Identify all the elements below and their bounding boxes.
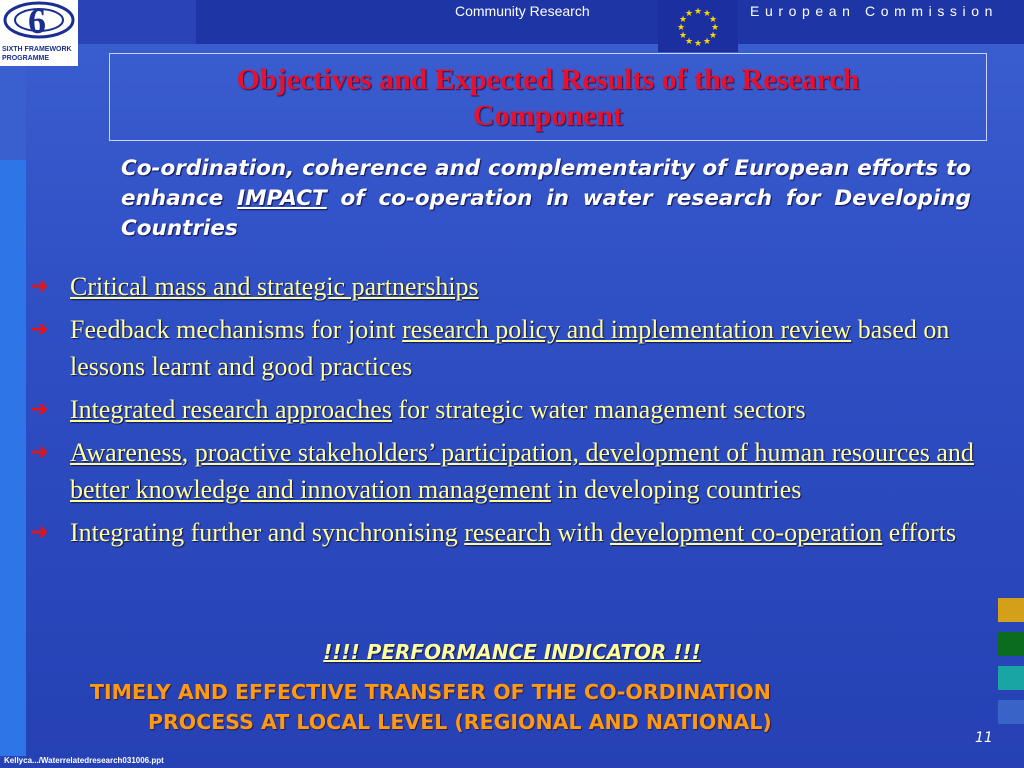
- bullet-4-text2: in developing countries: [550, 475, 802, 504]
- community-research-label: Community Research: [455, 3, 590, 19]
- bullet-2-underlined: research policy and implementation review: [402, 315, 852, 344]
- subtitle-part2: of co-operation in water research for Developing Countries: [121, 186, 971, 241]
- left-bar-top: [0, 66, 26, 160]
- fp6-logo: [0, 0, 78, 66]
- bullet-item-1: [30, 268, 1015, 305]
- bullet-2-text1: Feedback mechanisms for joint: [70, 315, 403, 344]
- svg-text:★: ★: [693, 39, 703, 49]
- decor-square-teal: [998, 666, 1024, 690]
- bullet-list: [30, 268, 1015, 557]
- subtitle-impact: IMPACT: [237, 186, 327, 211]
- bullet-item-2: [30, 311, 1015, 385]
- slide-title-line2: Component: [472, 99, 623, 132]
- arrow-icon: ➔: [30, 440, 49, 465]
- subtitle-part1: Co-ordination, coherence and complementarity of European efforts to enhance: [121, 156, 971, 211]
- eu-flag-icon: [658, 0, 738, 52]
- bullet-4-underlined2: proactive stakeholders’ participation, development of human resources and better knowledge and innovation management: [70, 438, 974, 504]
- bullet-item-5: [30, 514, 1015, 551]
- subtitle: [121, 154, 971, 244]
- title-box: [109, 53, 987, 141]
- bullet-5-underlined1: research: [464, 518, 551, 547]
- svg-text:★: ★: [684, 9, 694, 19]
- arrow-icon: ➔: [30, 274, 49, 299]
- bullet-1-underlined: Critical mass and strategic partnerships: [70, 272, 479, 301]
- footer-filename: Kellyca.../Waterrelatedresearch031006.ppt: [4, 756, 164, 765]
- decor-square-green: [998, 632, 1024, 656]
- bullet-item-3: [30, 391, 1015, 428]
- svg-text:★: ★: [678, 15, 688, 25]
- bullet-4-underlined1: Awareness: [70, 438, 182, 467]
- logo-text-line2: PROGRAMME: [2, 55, 50, 62]
- bullet-5-text3: efforts: [882, 518, 957, 547]
- arrow-icon: ➔: [30, 397, 49, 422]
- performance-indicator: !!!! PERFORMANCE INDICATOR !!!: [323, 640, 701, 664]
- timely-line2: PROCESS AT LOCAL LEVEL (REGIONAL AND NATIONAL): [148, 710, 772, 734]
- arrow-icon: ➔: [30, 317, 49, 342]
- european-commission-label: European Commission: [750, 3, 999, 19]
- svg-text:★: ★: [708, 15, 718, 25]
- svg-text:★: ★: [693, 7, 703, 17]
- svg-text:★: ★: [702, 9, 712, 19]
- bullet-item-4: [30, 434, 1015, 508]
- decor-square-blue: [998, 700, 1024, 724]
- slide-title-line1: Objectives and Expected Results of the Research: [236, 63, 860, 96]
- bullet-3-text1: for strategic water management sectors: [391, 395, 806, 424]
- arrow-icon: ➔: [30, 520, 49, 545]
- bullet-5-underlined2: development co-operation: [610, 518, 883, 547]
- bullet-5-text2: with: [550, 518, 611, 547]
- logo-text-line1: SIXTH FRAMEWORK: [2, 46, 72, 53]
- bullet-5-text1: Integrating further and synchronising: [70, 518, 465, 547]
- timely-statement: [90, 677, 970, 737]
- bullet-2-text2: based on lessons learnt and good practices: [70, 315, 950, 381]
- svg-text:6: 6: [28, 1, 46, 41]
- svg-text:★: ★: [678, 31, 688, 41]
- svg-text:★: ★: [684, 37, 694, 47]
- svg-text:★: ★: [708, 31, 718, 41]
- timely-line1: TIMELY AND EFFECTIVE TRANSFER OF THE CO-ORDINATION: [90, 680, 771, 704]
- bullet-4-text1: ,: [181, 438, 195, 467]
- bullet-3-underlined: Integrated research approaches: [70, 395, 392, 424]
- svg-text:★: ★: [702, 37, 712, 47]
- decor-square-gold: [998, 598, 1024, 622]
- fp6-logo-icon: [2, 0, 76, 44]
- svg-text:★: ★: [710, 23, 720, 33]
- left-bar: [0, 160, 26, 756]
- svg-text:★: ★: [676, 23, 686, 33]
- page-number: 11: [975, 730, 993, 746]
